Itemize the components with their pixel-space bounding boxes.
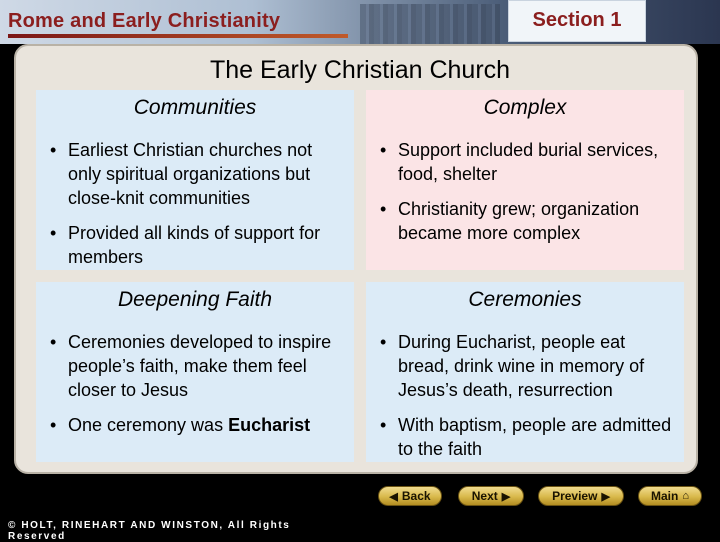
back-label: Back: [401, 489, 431, 503]
list-item: [46, 138, 344, 210]
section-badge: [508, 0, 646, 42]
chapter-title: Rome and Early Christianity: [8, 10, 281, 32]
quadrant-communities: [36, 90, 354, 270]
bullet-text: One ceremony was: [68, 415, 229, 435]
bullet-icon: •: [380, 199, 387, 219]
triangle-right-icon: ▶: [601, 490, 610, 503]
main-label: Main: [651, 489, 679, 503]
list-item: [376, 330, 674, 402]
preview-button[interactable]: [538, 486, 624, 506]
bullet-list: [46, 330, 344, 437]
bullet-text: With baptism, people are admitted to the faith: [398, 415, 672, 459]
header-bar: [0, 0, 720, 44]
bullet-icon: •: [380, 415, 387, 435]
slide-title: The Early Christian Church: [209, 56, 511, 84]
quadrant-ceremonies: [366, 282, 684, 462]
bullet-icon: •: [380, 140, 387, 160]
bullet-list: [376, 330, 674, 461]
list-item: [46, 221, 344, 269]
section-label: Section 1: [532, 9, 622, 31]
triangle-left-icon: ◀: [389, 490, 398, 503]
bullet-list: [376, 138, 674, 245]
bullet-icon: •: [50, 140, 57, 160]
bullet-icon: •: [50, 332, 57, 352]
triangle-right-icon: ▶: [501, 490, 511, 503]
bullet-text: Earliest Christian churches not only spiritual organizations but close-knit communities: [68, 140, 313, 208]
bullet-icon: •: [50, 415, 57, 435]
bullet-text: During Eucharist, people eat bread, drink wine in memory of Jesus’s death, resurrection: [398, 332, 645, 400]
bullet-text: Provided all kinds of support for members: [68, 223, 321, 267]
home-icon: ⌂: [682, 490, 689, 502]
title-underline: [8, 34, 348, 38]
bullet-text: Support included burial services, food, shelter: [398, 140, 659, 184]
list-item: [376, 138, 674, 186]
next-label: Next: [471, 489, 498, 503]
copyright-footer: © HOLT, RINEHART AND WINSTON, All Rights Reserved: [8, 520, 291, 542]
quadrant-heading: Complex: [483, 96, 567, 119]
list-item: [46, 413, 344, 437]
quadrant-heading: Deepening Faith: [117, 288, 273, 311]
bullet-emphasis: Eucharist: [228, 415, 311, 435]
list-item: [376, 197, 674, 245]
main-button[interactable]: [638, 486, 702, 506]
quadrant-heading: Communities: [133, 96, 257, 119]
quadrant-deepening-faith: [36, 282, 354, 462]
header-banner-image: [360, 4, 500, 44]
preview-label: Preview: [552, 489, 598, 503]
bullet-list: [46, 138, 344, 269]
quadrant-heading: Ceremonies: [468, 288, 582, 311]
bullet-icon: •: [380, 332, 387, 352]
bullet-text: Ceremonies developed to inspire people’s faith, make them feel closer to Jesus: [68, 332, 332, 400]
bullet-text: Christianity grew; organization became more complex: [398, 199, 640, 243]
list-item: [376, 413, 674, 461]
list-item: [46, 330, 344, 402]
back-button[interactable]: [378, 486, 442, 506]
next-button[interactable]: [458, 486, 524, 506]
bullet-icon: •: [50, 223, 57, 243]
quadrant-complex: [366, 90, 684, 270]
